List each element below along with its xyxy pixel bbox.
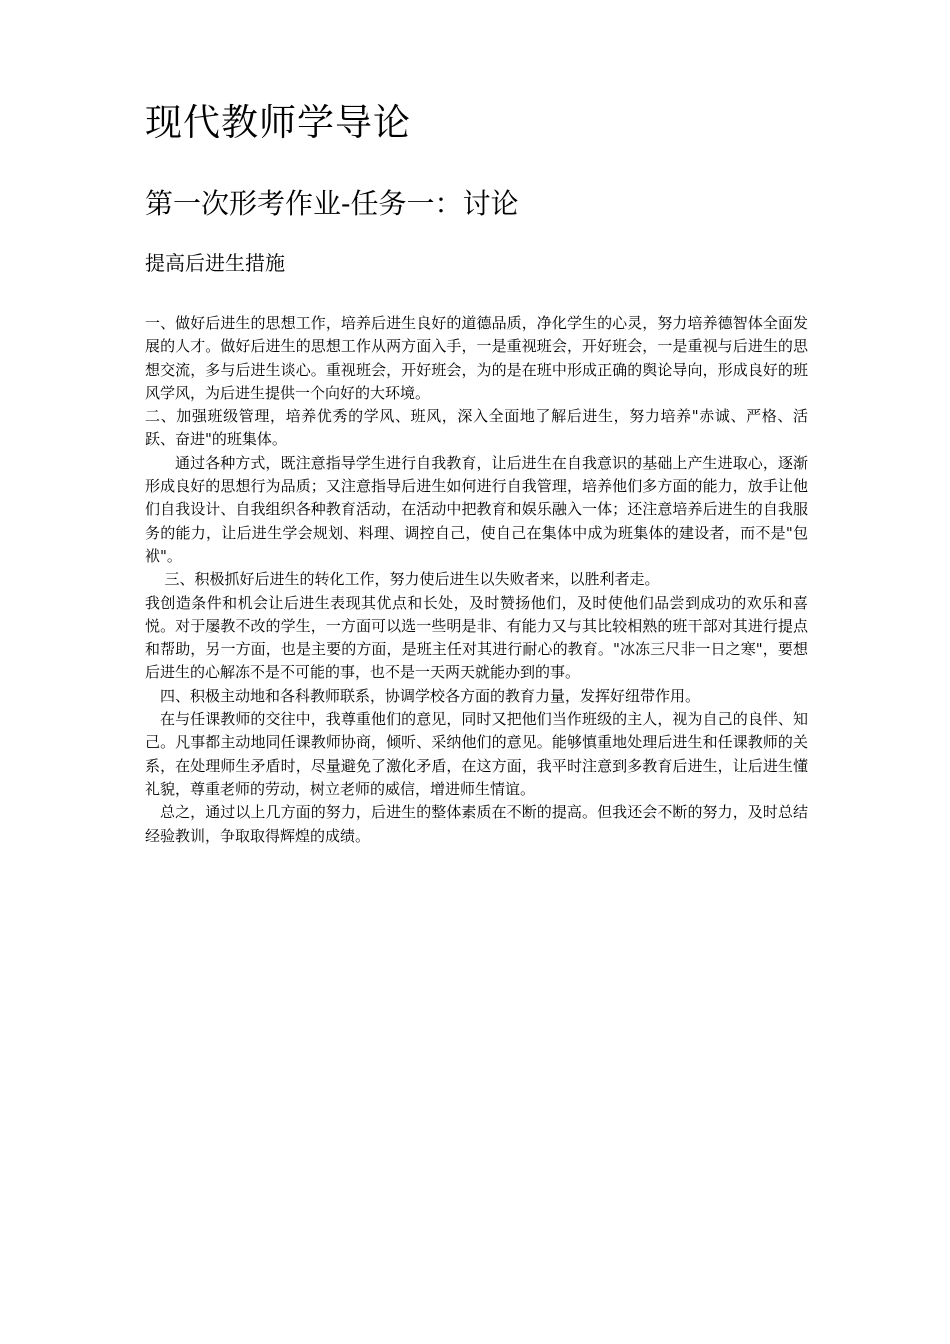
section-heading: 提高后进生措施 bbox=[145, 251, 285, 275]
paragraph-3: 通过各种方式，既注意指导学生进行自我教育，让后进生在自我意识的基础上产生进取心，逐渐形成良好的思想行为品质；又注意指导后进生如何进行自我管理，培养他们多方面的能力，放手让他们自我设计、自我组织各种教育活动，在活动中把教育和娱乐融入一体；还注意培养后进生的自我服务的能力，让后进生学会规划、料理、调控自己，使自己在集体中成为班集体的建设者，而不是"包袱"。 bbox=[145, 453, 808, 565]
document-content bbox=[145, 96, 808, 848]
paragraph-4: 三、积极抓好后进生的转化工作，努力使后进生以失败者来，以胜利者走。 bbox=[164, 570, 660, 589]
body-text bbox=[145, 312, 808, 848]
paragraph-5: 我创造条件和机会让后进生表现其优点和长处，及时赞扬他们，及时使他们品尝到成功的欢乐和喜悦。对于屡教不改的学生，一方面可以选一些明是非、有能力又与其比较相熟的班干部对其进行提点和帮助，另一方面，也是主要的方面，是班主任对其进行耐心的教育。"冰冻三尺非一日之寒"，要想后进生的心解冻不是不可能的事，也不是一天两天就能办到的事。 bbox=[145, 593, 808, 682]
paragraph-8: 总之，通过以上几方面的努力，后进生的整体素质在不断的提高。但我还会不断的努力，及时总结经验教训，争取取得辉煌的成绩。 bbox=[145, 803, 808, 845]
paragraph-2: 二、加强班级管理，培养优秀的学风、班风，深入全面地了解后进生，努力培养"赤诚、严格、活跃、奋进"的班集体。 bbox=[145, 407, 808, 449]
document-subtitle: 第一次形考作业-任务一：讨论 bbox=[145, 187, 519, 220]
document-title: 现代教师学导论 bbox=[145, 101, 411, 144]
paragraph-1: 一、做好后进生的思想工作，培养后进生良好的道德品质，净化学生的心灵，努力培养德智体全面发展的人才。做好后进生的思想工作从两方面入手，一是重视班会，开好班会，一是重视与后进生的思想交流，多与后进生谈心。重视班会，开好班会，为的是在班中形成正确的舆论导向，形成良好的班风学风，为后进生提供一个向好的大环境。 bbox=[145, 314, 808, 402]
paragraph-7: 在与任课教师的交往中，我尊重他们的意见，同时又把他们当作班级的主人，视为自己的良伴、知己。凡事都主动地同任课教师协商，倾听、采纳他们的意见。能够慎重地处理后进生和任课教师的关系，在处理师生矛盾时，尽量避免了激化矛盾，在这方面，我平时注意到多教育后进生，让后进生懂礼貌，尊重老师的劳动，树立老师的威信，增进师生情谊。 bbox=[145, 710, 808, 798]
paragraph-6: 四、积极主动地和各科教师联系，协调学校各方面的教育力量，发挥好纽带作用。 bbox=[160, 686, 701, 705]
